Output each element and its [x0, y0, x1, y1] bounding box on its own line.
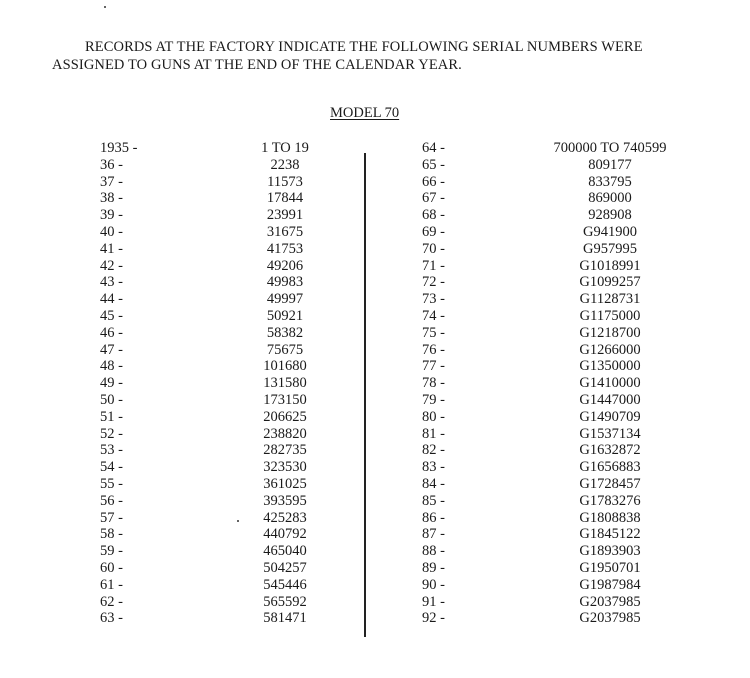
serial-number-cell: 238820: [263, 425, 307, 442]
year-cell: 44 -: [100, 291, 123, 308]
serial-number-cell: 440792: [263, 526, 307, 543]
serial-number-cell: 425283: [263, 509, 307, 526]
serial-number-cell: 23991: [266, 207, 304, 224]
serial-number-cell: G1632872: [579, 442, 641, 459]
serial-number-cell: G1537134: [579, 425, 641, 442]
serial-number-cell: 2238: [270, 156, 300, 173]
serial-number-cell: G1128731: [579, 291, 641, 308]
right-serial-column: [540, 140, 680, 627]
year-cell: 43 -: [100, 274, 123, 291]
year-cell: 83 -: [422, 459, 445, 476]
serial-number-cell: 49206: [266, 257, 304, 274]
year-cell: 61 -: [100, 576, 123, 593]
serial-number-cell: 700000 TO 740599: [553, 140, 667, 156]
serial-number-cell: G1266000: [579, 341, 641, 358]
serial-number-cell: 323530: [263, 459, 307, 476]
serial-number-cell: 41753: [266, 240, 304, 257]
year-cell: 72 -: [422, 274, 445, 291]
serial-number-cell: G1808838: [579, 509, 641, 526]
year-cell: 82 -: [422, 442, 445, 459]
heading-line-1: RECORDS AT THE FACTORY INDICATE THE FOLLOWING SERIAL NUMBERS WERE: [85, 39, 643, 55]
year-cell: 57 -: [100, 509, 123, 526]
serial-number-cell: 1 TO 19: [261, 140, 309, 156]
model-title: MODEL 70: [330, 105, 400, 121]
serial-number-cell: G1218700: [579, 324, 641, 341]
serial-number-cell: G957995: [583, 240, 637, 257]
left-serial-column: [230, 140, 340, 627]
serial-number-cell: 545446: [263, 576, 307, 593]
year-cell: 1935 -: [100, 140, 138, 156]
heading-line-2: ASSIGNED TO GUNS AT THE END OF THE CALENDAR YEAR.: [52, 57, 462, 73]
year-cell: 85 -: [422, 492, 445, 509]
year-cell: 37 -: [100, 173, 123, 190]
year-cell: 78 -: [422, 375, 445, 392]
year-cell: 48 -: [100, 358, 123, 375]
year-cell: 39 -: [100, 207, 123, 224]
serial-number-cell: 928908: [588, 207, 632, 224]
serial-number-cell: G1350000: [579, 358, 641, 375]
year-cell: 52 -: [100, 425, 123, 442]
year-cell: 77 -: [422, 358, 445, 375]
serial-number-cell: 11573: [267, 173, 303, 190]
year-cell: 56 -: [100, 492, 123, 509]
year-cell: 53 -: [100, 442, 123, 459]
serial-number-cell: G1845122: [579, 526, 641, 543]
year-cell: 47 -: [100, 341, 123, 358]
year-cell: 80 -: [422, 408, 445, 425]
serial-number-cell: G1175000: [579, 307, 641, 324]
year-cell: 36 -: [100, 156, 123, 173]
serial-number-cell: 869000: [588, 190, 632, 207]
serial-number-cell: 75675: [266, 341, 304, 358]
year-cell: 55 -: [100, 475, 123, 492]
year-cell: 91 -: [422, 593, 445, 610]
year-cell: 81 -: [422, 425, 445, 442]
year-cell: 46 -: [100, 324, 123, 341]
serial-number-cell: 173150: [263, 391, 307, 408]
serial-number-cell: G2037985: [579, 593, 641, 610]
year-cell: 51 -: [100, 408, 123, 425]
column-divider: [364, 153, 366, 637]
serial-number-cell: G1728457: [579, 475, 641, 492]
serial-number-cell: 504257: [263, 559, 307, 576]
serial-number-cell: 581471: [263, 610, 307, 627]
year-cell: 71 -: [422, 257, 445, 274]
year-cell: 50 -: [100, 391, 123, 408]
year-cell: 69 -: [422, 223, 445, 240]
year-cell: 40 -: [100, 223, 123, 240]
year-cell: 84 -: [422, 475, 445, 492]
serial-number-cell: G1410000: [579, 375, 641, 392]
left-year-column: [100, 140, 160, 627]
serial-number-cell: 49997: [266, 291, 304, 308]
serial-number-cell: G1950701: [579, 559, 641, 576]
serial-number-cell: G1490709: [579, 408, 641, 425]
serial-number-cell: 101680: [263, 358, 307, 375]
serial-number-cell: 361025: [263, 475, 307, 492]
year-cell: 76 -: [422, 341, 445, 358]
year-cell: 58 -: [100, 526, 123, 543]
serial-number-cell: G2037985: [579, 610, 641, 627]
right-year-column: [422, 140, 482, 627]
serial-number-cell: G1783276: [579, 492, 641, 509]
year-cell: 62 -: [100, 593, 123, 610]
year-cell: 42 -: [100, 257, 123, 274]
year-cell: 60 -: [100, 559, 123, 576]
year-cell: 65 -: [422, 156, 445, 173]
year-cell: 90 -: [422, 576, 445, 593]
year-cell: 54 -: [100, 459, 123, 476]
serial-number-cell: 393595: [263, 492, 307, 509]
serial-number-cell: G1099257: [579, 274, 641, 291]
serial-number-cell: 49983: [266, 274, 304, 291]
serial-number-cell: 465040: [263, 543, 307, 560]
serial-number-cell: G941900: [583, 223, 637, 240]
year-cell: 86 -: [422, 509, 445, 526]
year-cell: 63 -: [100, 610, 123, 627]
year-cell: 41 -: [100, 240, 123, 257]
serial-number-cell: G1893903: [579, 543, 641, 560]
year-cell: 73 -: [422, 291, 445, 308]
year-cell: 64 -: [422, 140, 445, 156]
serial-number-cell: 17844: [266, 190, 304, 207]
year-cell: 79 -: [422, 391, 445, 408]
year-cell: 70 -: [422, 240, 445, 257]
serial-number-cell: G1447000: [579, 391, 641, 408]
year-cell: 59 -: [100, 543, 123, 560]
serial-number-cell: 565592: [263, 593, 307, 610]
year-cell: 66 -: [422, 173, 445, 190]
serial-number-cell: G1656883: [579, 459, 641, 476]
serial-number-cell: 31675: [266, 223, 304, 240]
year-cell: 68 -: [422, 207, 445, 224]
year-cell: 49 -: [100, 375, 123, 392]
year-cell: 92 -: [422, 610, 445, 627]
scan-speck: [104, 6, 106, 8]
serial-number-cell: 809177: [588, 156, 632, 173]
serial-number-cell: 131580: [263, 375, 307, 392]
serial-number-cell: 206625: [263, 408, 307, 425]
year-cell: 75 -: [422, 324, 445, 341]
year-cell: 74 -: [422, 307, 445, 324]
year-cell: 89 -: [422, 559, 445, 576]
serial-number-cell: 282735: [263, 442, 307, 459]
year-cell: 45 -: [100, 307, 123, 324]
serial-number-cell: G1018991: [579, 257, 641, 274]
year-cell: 88 -: [422, 543, 445, 560]
year-cell: 38 -: [100, 190, 123, 207]
serial-number-cell: 58382: [266, 324, 304, 341]
year-cell: 67 -: [422, 190, 445, 207]
year-cell: 87 -: [422, 526, 445, 543]
serial-number-cell: 50921: [266, 307, 304, 324]
serial-number-cell: 833795: [588, 173, 632, 190]
document-heading: [52, 38, 643, 74]
serial-number-cell: G1987984: [579, 576, 641, 593]
